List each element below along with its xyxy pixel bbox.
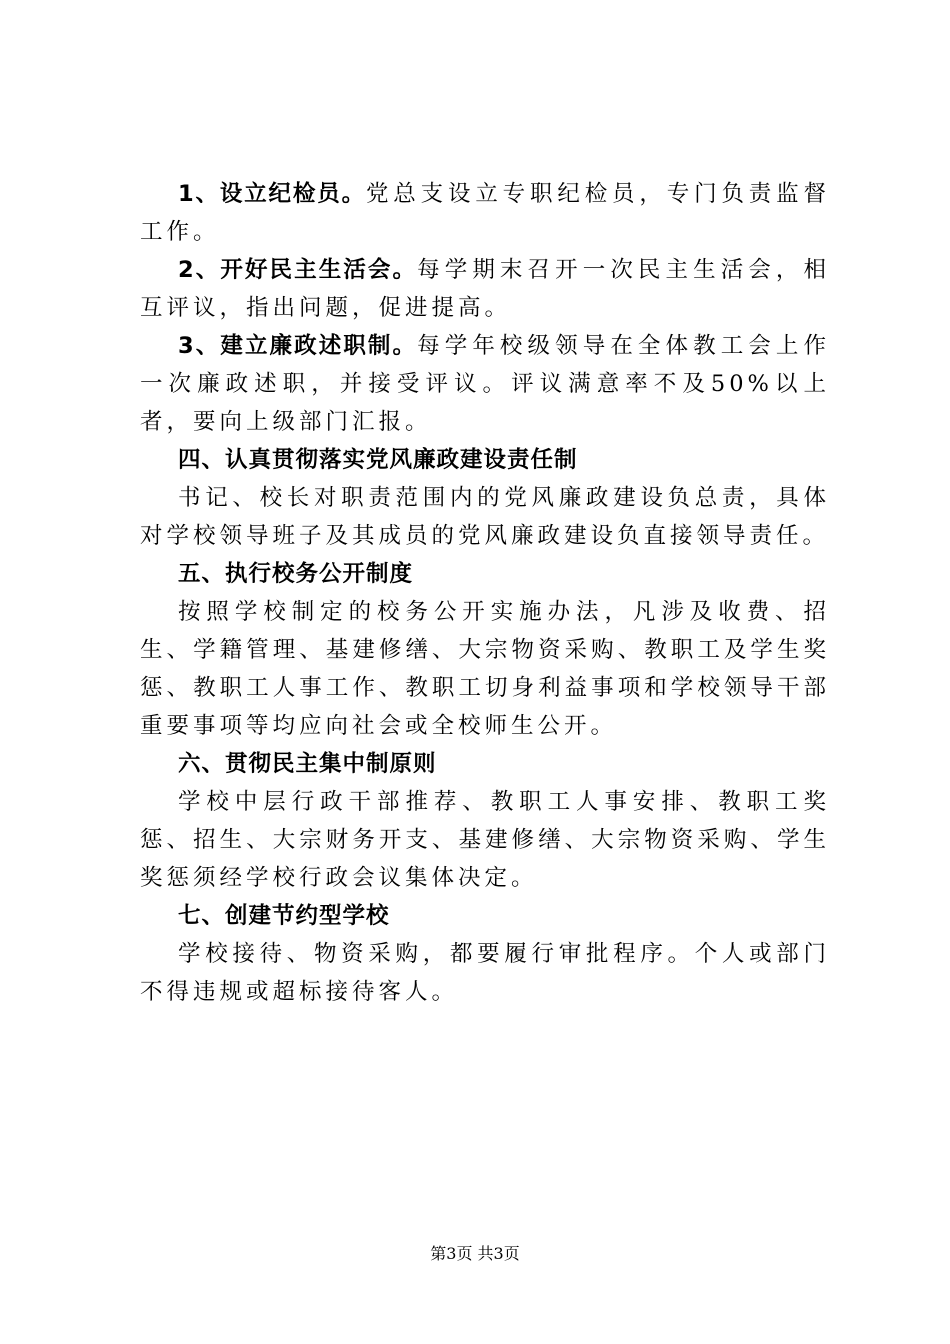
section-heading-6: 六、贯彻民主集中制原则 <box>178 751 437 777</box>
item-lead-2: 2、开好民主生活会。 <box>178 257 418 283</box>
item-lead-3: 3、建立廉政述职制。 <box>178 333 418 359</box>
section-heading-5: 五、执行校务公开制度 <box>178 561 414 587</box>
item-text-3: 每学年校级领导在全体教工会上作一次廉政述职，并接受评议。评议满意率不及50%以上者，要向上级部门汇报。 <box>140 333 830 435</box>
section-body-6: 学校中层行政干部推荐、教职工人事安排、教职工奖惩、招生、大宗财务开支、基建修缮、大宗物资采购、学生奖惩须经学校行政会议集体决定。 <box>140 789 830 891</box>
item-lead-1: 1、设立纪检员。 <box>178 181 366 207</box>
section-heading-7: 七、创建节约型学校 <box>178 903 390 929</box>
section-body-7: 学校接待、物资采购，都要履行审批程序。个人或部门不得违规或超标接待客人。 <box>140 941 830 1005</box>
page-number-footer: 第3页 共3页 <box>430 1244 520 1263</box>
section-body-5: 按照学校制定的校务公开实施办法，凡涉及收费、招生、学籍管理、基建修缮、大宗物资采购、教职工及学生奖惩、教职工人事工作、教职工切身利益事项和学校领导干部重要事项等均应向社会或全校师生公开。 <box>140 599 830 739</box>
item-paragraph-3 <box>140 327 830 441</box>
item-text-1: 党总支设立专职纪检员，专门负责监督工作。 <box>140 181 830 245</box>
section-body-4: 书记、校长对职责范围内的党风廉政建设负总责，具体对学校领导班子及其成员的党风廉政建设负直接领导责任。 <box>140 485 830 549</box>
document-body <box>140 175 830 1011</box>
section-heading-4: 四、认真贯彻落实党风廉政建设责任制 <box>178 447 578 473</box>
item-text-2: 每学期末召开一次民主生活会，相互评议，指出问题，促进提高。 <box>140 257 830 321</box>
item-paragraph-1 <box>140 175 830 251</box>
item-paragraph-2 <box>140 251 830 327</box>
